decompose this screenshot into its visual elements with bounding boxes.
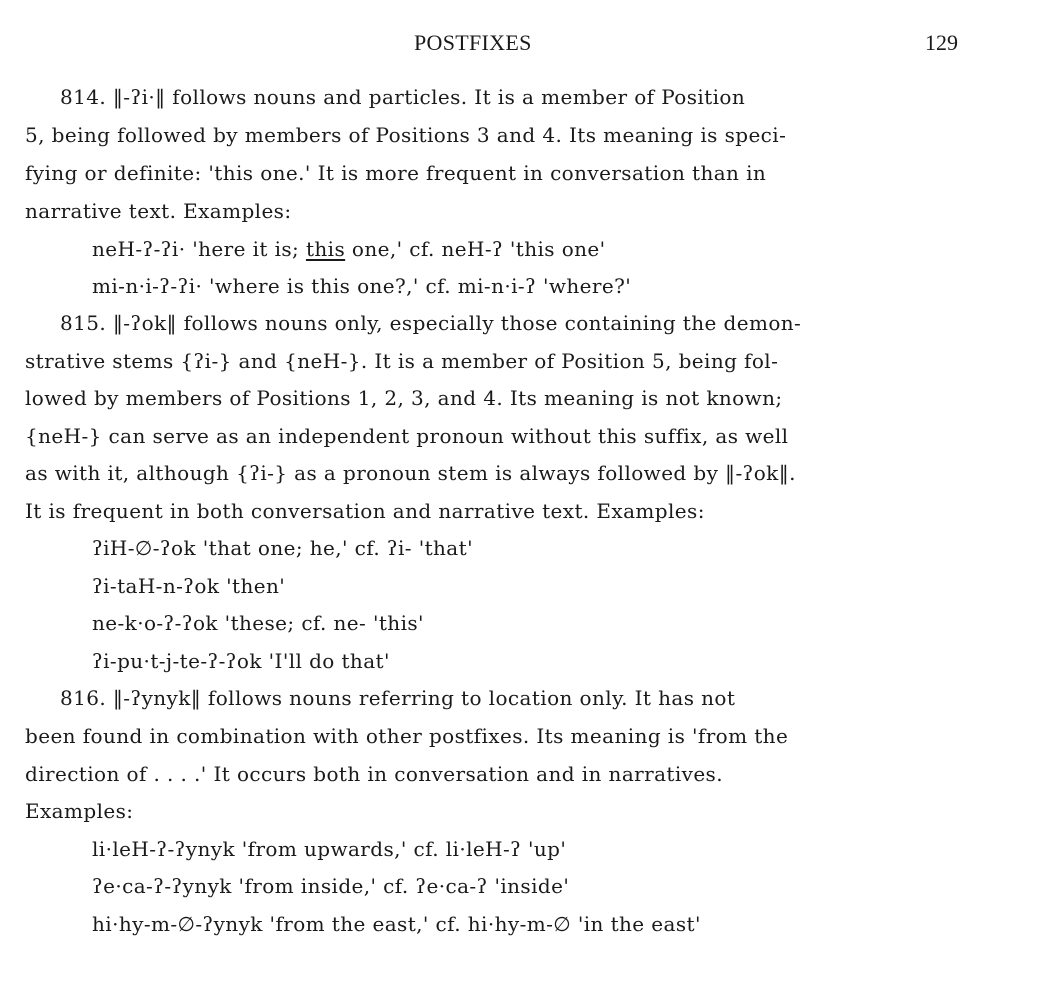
example-line: ʔiH-∅-ʔok 'that one; he,' cf. ʔi- 'that' — [92, 536, 473, 560]
example-line: mi-n·i-ʔ-ʔi· 'where is this one?,' cf. mi-n·i-ʔ 'where?' — [92, 274, 632, 298]
section-816-line-1: 816. ‖-ʔynyk‖ follows nouns referring to location only. It has not — [60, 686, 736, 710]
section-816-line-2: been found in combination with other postfixes. Its meaning is 'from the — [25, 724, 789, 748]
example-line: ne-k·o-ʔ-ʔok 'these; cf. ne- 'this' — [92, 611, 424, 635]
example-line: hi·hy-m-∅-ʔynyk 'from the east,' cf. hi·hy-m-∅ 'in the east' — [92, 912, 701, 936]
underlined-word: this — [305, 237, 346, 261]
running-title: POSTFIXES — [414, 30, 532, 55]
example-text: neH-ʔ-ʔi· 'here it is; — [92, 237, 306, 261]
example-line — [92, 237, 606, 261]
section-814-line-3: fying or definite: 'this one.' It is more frequent in conversation than in — [25, 161, 767, 185]
example-line: ʔi-taH-n-ʔok 'then' — [92, 574, 286, 598]
section-814-line-2: 5, being followed by members of Positions 3 and 4. Its meaning is speci- — [25, 123, 787, 147]
page-number: 129 — [925, 30, 958, 55]
section-814-line-1: 814. ‖-ʔi·‖ follows nouns and particles. It is a member of Position — [60, 85, 746, 109]
section-816-line-4: Examples: — [25, 799, 134, 823]
section-815-line-1: 815. ‖-ʔok‖ follows nouns only, especially those containing the demon- — [60, 311, 802, 335]
section-814-line-4: narrative text. Examples: — [25, 199, 292, 223]
example-line: ʔe·ca-ʔ-ʔynyk 'from inside,' cf. ʔe·ca-ʔ 'inside' — [92, 874, 570, 898]
section-815-line-3: lowed by members of Positions 1, 2, 3, and 4. Its meaning is not known; — [25, 386, 783, 410]
example-text: one,' cf. neH-ʔ 'this one' — [345, 237, 606, 261]
example-line: ʔi-pu·t-j-te-ʔ-ʔok 'I'll do that' — [92, 649, 390, 673]
section-815-line-4: {neH-} can serve as an independent pronoun without this suffix, as well — [25, 424, 789, 448]
section-815-line-5: as with it, although {ʔi-} as a pronoun stem is always followed by ‖-ʔok‖. — [25, 461, 796, 485]
example-line: li·leH-ʔ-ʔynyk 'from upwards,' cf. li·leH-ʔ 'up' — [92, 837, 567, 861]
section-815-line-2: strative stems {ʔi-} and {neH-}. It is a member of Position 5, being fol- — [25, 349, 779, 373]
section-816-line-3: direction of . . . .' It occurs both in conversation and in narratives. — [25, 762, 723, 786]
section-815-line-6: It is frequent in both conversation and narrative text. Examples: — [25, 499, 705, 523]
